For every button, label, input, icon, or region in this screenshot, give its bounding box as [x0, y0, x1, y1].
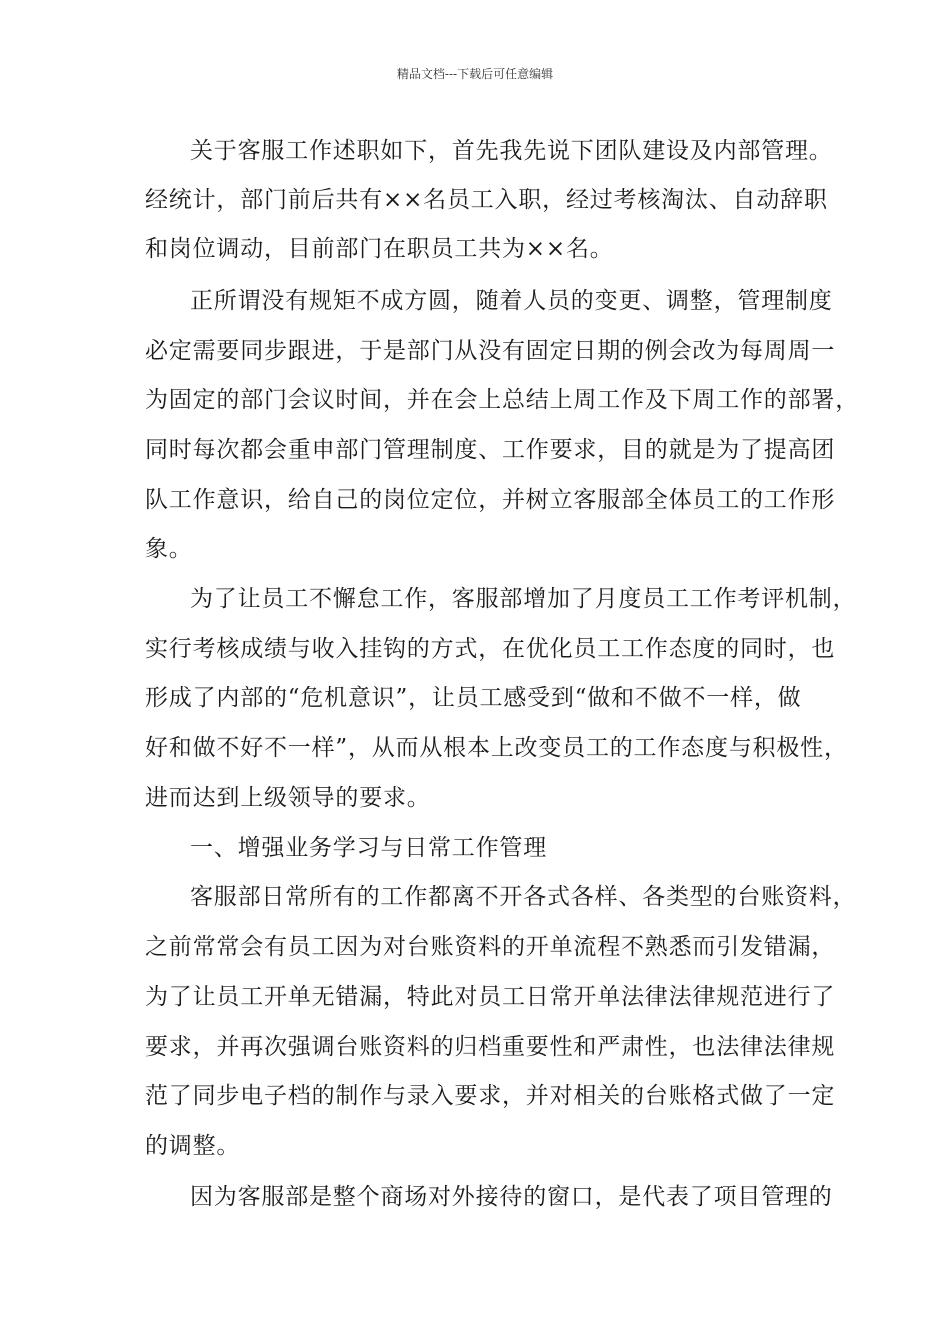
- paragraph-line: 实行考核成绩与收入挂钩的方式，在优化员工工作态度的同时，也: [145, 636, 836, 662]
- paragraph-line: 关于客服工作述职如下，首先我先说下团队建设及内部管理。: [190, 138, 833, 164]
- page-header: 精品文档---下载后可任意编辑: [396, 67, 554, 81]
- paragraph-line: 为固定的部门会议时间，并在会上总结上周工作及下周工作的部署，: [145, 387, 859, 413]
- paragraph-line: 好和做不好不一样”，从而从根本上改变员工的工作态度与积极性，: [145, 735, 848, 761]
- paragraph-line: 要求，并再次强调台账资料的归档重要性和严肃性，也法律法律规: [145, 1034, 836, 1060]
- paragraph-line: 为了让员工开单无错漏，特此对员工日常开单法律法律规范进行了: [145, 984, 836, 1010]
- paragraph-line: 队工作意识，给自己的岗位定位，并树立客服部全体员工的工作形: [145, 487, 836, 513]
- paragraph-line: 和岗位调动，目前部门在职员工共为××名。: [145, 236, 614, 262]
- paragraph-line: 范了同步电子档的制作与录入要求，并对相关的台账格式做了一定: [145, 1083, 836, 1109]
- paragraph-line: 同时每次都会重申部门管理制度、工作要求，目的就是为了提高团: [145, 437, 836, 463]
- paragraph-line: 为了让员工不懈怠工作，客服部增加了月度员工工作考评机制，: [190, 586, 857, 612]
- paragraph-line: 进而达到上级领导的要求。: [145, 785, 431, 811]
- section-heading: 一、增强业务学习与日常工作管理: [190, 835, 547, 861]
- paragraph-line: 客服部日常所有的工作都离不开各式各样、各类型的台账资料，: [190, 884, 857, 910]
- paragraph-line: 正所谓没有规矩不成方圆，随着人员的变更、调整，管理制度: [190, 288, 833, 314]
- paragraph-line: 之前常常会有员工因为对台账资料的开单流程不熟悉而引发错漏，: [145, 934, 836, 960]
- paragraph-line: 的调整。: [145, 1133, 241, 1159]
- paragraph-line: 必定需要同步跟进，于是部门从没有固定日期的例会改为每周周一: [145, 338, 836, 364]
- paragraph-line: 因为客服部是整个商场对外接待的窗口，是代表了项目管理的: [190, 1184, 833, 1210]
- paragraph-line: 经统计，部门前后共有××名员工入职，经过考核淘汰、自动辞职: [145, 187, 828, 213]
- paragraph-line: 形成了内部的“危机意识”，让员工感受到“做和不做不一样，做: [145, 685, 802, 711]
- paragraph-line: 象。: [145, 536, 193, 562]
